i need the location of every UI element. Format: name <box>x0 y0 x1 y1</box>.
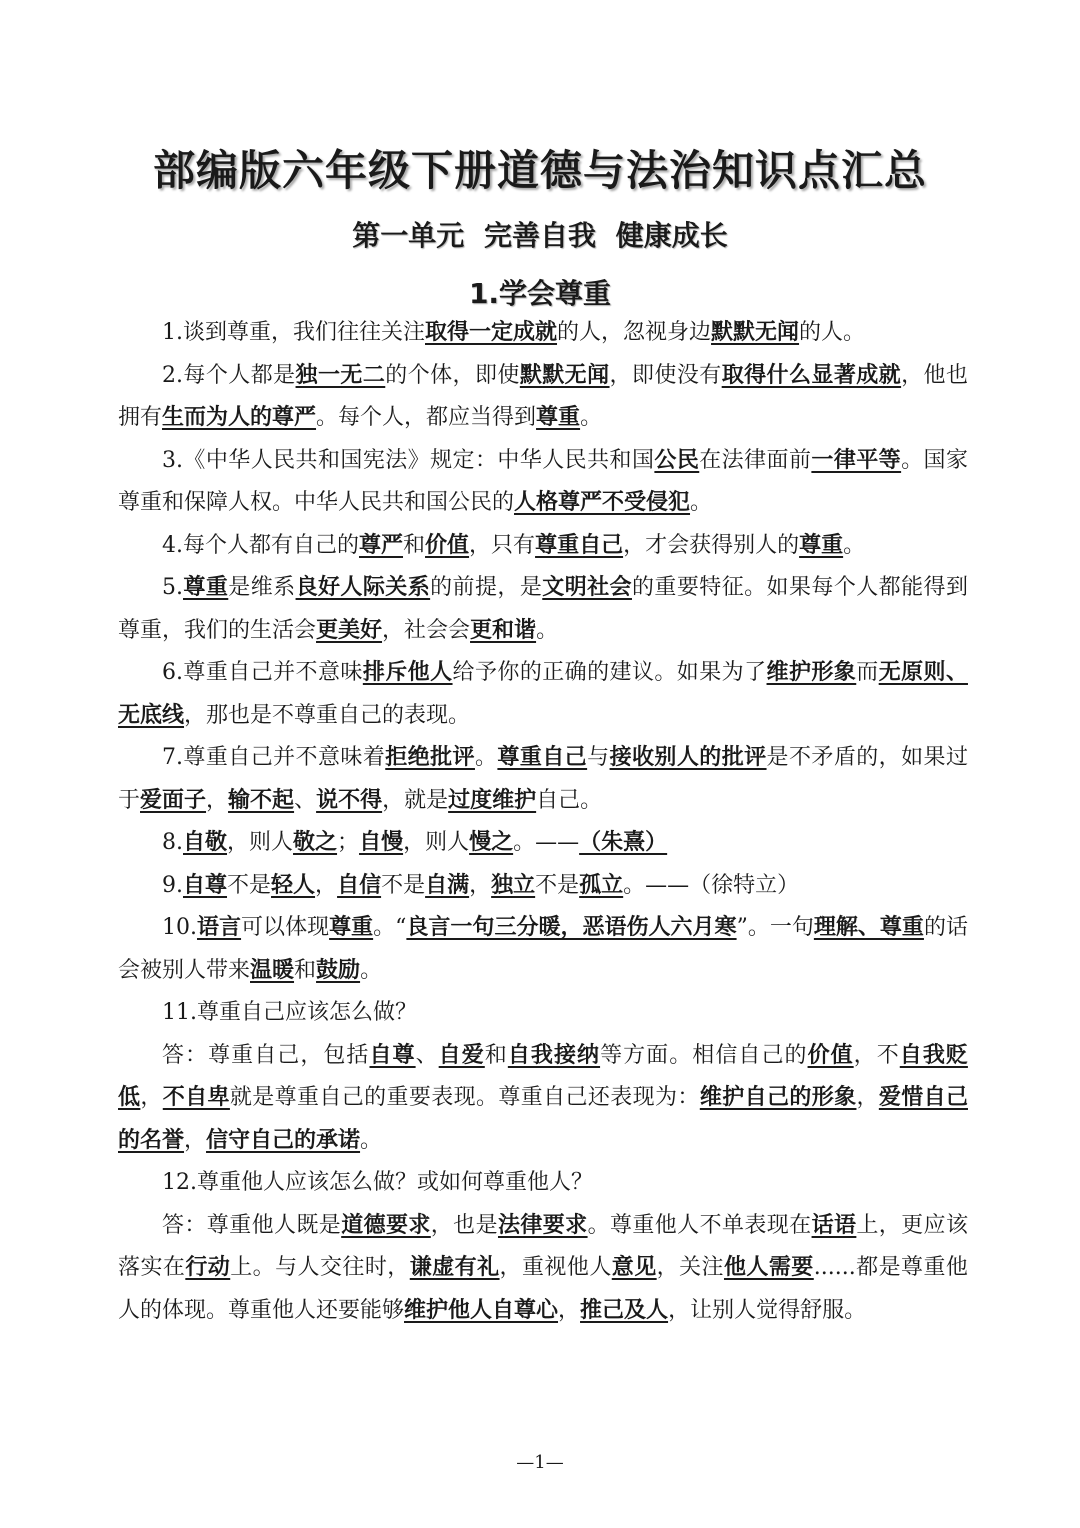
paragraph-text: 6.尊重自己并不意味 <box>162 660 363 685</box>
paragraph-text: ， <box>206 787 229 813</box>
key-term: 良好人际关系 <box>295 575 431 600</box>
paragraph-text: ， <box>140 1085 163 1110</box>
paragraph-text: 和 <box>294 957 317 983</box>
knowledge-point-paragraph <box>118 1035 968 1163</box>
key-term: 尊重 <box>536 405 581 430</box>
key-term: 自我接纳 <box>507 1042 601 1068</box>
paragraph-text: 。 <box>360 1127 383 1153</box>
paragraph-text: 答：尊重他人既是 <box>162 1212 342 1238</box>
paragraph-text: 、 <box>294 787 317 813</box>
key-term: 自慢 <box>359 830 404 855</box>
key-term: 文明社会 <box>542 575 632 600</box>
paragraph-text: ，就是 <box>382 787 449 813</box>
knowledge-point-paragraph <box>118 567 968 652</box>
key-term: 尊重自己 <box>535 532 624 558</box>
knowledge-points <box>118 312 968 1332</box>
key-term: 谦虚有礼 <box>409 1255 500 1280</box>
key-term: 默默无闻 <box>519 362 610 388</box>
paragraph-text: ，只有 <box>469 532 536 558</box>
key-term: 道德要求 <box>341 1212 431 1238</box>
key-term: 信守自己的承诺 <box>206 1127 361 1153</box>
key-term: 推己及人 <box>580 1297 669 1323</box>
key-term: 自爱 <box>438 1042 485 1068</box>
paragraph-text: 不是 <box>535 872 580 898</box>
key-term: 默默无闻 <box>711 320 800 345</box>
paragraph-text: 。每个人，都应当得到 <box>316 405 537 430</box>
knowledge-point-paragraph <box>118 355 968 440</box>
paragraph-text: 自己。 <box>536 787 603 813</box>
knowledge-point-paragraph <box>118 652 968 737</box>
key-term: 更美好 <box>316 617 383 643</box>
key-term: 公民 <box>654 447 700 473</box>
paragraph-text: 的重要特征。如果每个人都能得到尊重，我们的生活会 <box>118 575 968 643</box>
paragraph-text: 和 <box>403 532 426 558</box>
key-term: 自敬 <box>183 830 228 855</box>
key-term: 独立 <box>491 872 536 898</box>
key-term: 行动 <box>185 1255 231 1280</box>
paragraph-text: 和 <box>484 1042 508 1068</box>
key-term: 自满 <box>425 872 470 898</box>
key-term: 温暖 <box>250 957 295 983</box>
paragraph-text: ， <box>315 872 338 898</box>
knowledge-point-paragraph <box>118 865 968 908</box>
paragraph-text: ， <box>184 1127 207 1153</box>
paragraph-text: 。 <box>360 957 383 983</box>
key-term: 良言一句三分暖，恶语伤人六月寒 <box>406 915 737 940</box>
key-term: 敬之 <box>293 830 338 855</box>
paragraph-text: 。 <box>690 490 713 515</box>
paragraph-text: 在法律面前 <box>699 447 812 473</box>
paragraph-text: 3.《中华人民共和国宪法》规定：中华人民共和国 <box>162 447 655 473</box>
key-term: 法律要求 <box>497 1212 588 1238</box>
paragraph-text: 10. <box>162 915 197 940</box>
key-term: 维护自己的形象 <box>699 1085 857 1110</box>
key-term: 价值 <box>807 1042 854 1068</box>
key-term: 取得一定成就 <box>425 320 558 345</box>
paragraph-text: 不是 <box>381 872 426 898</box>
knowledge-point-paragraph <box>118 737 968 822</box>
key-term: 排斥他人 <box>362 660 453 685</box>
key-term: 鼓励 <box>316 957 361 983</box>
knowledge-point-paragraph <box>118 907 968 992</box>
key-term: 价值 <box>425 532 470 558</box>
paragraph-text: 与 <box>587 745 610 770</box>
key-term: 孤立 <box>579 872 624 898</box>
paragraph-text: ， <box>856 1085 879 1110</box>
paragraph-text: 8. <box>162 830 183 855</box>
paragraph-text: ； <box>337 830 360 855</box>
key-term: 过度维护 <box>448 787 537 813</box>
unit-title: 第一单元 完善自我 健康成长 <box>352 219 728 252</box>
paragraph-text: ，让别人觉得舒服。 <box>668 1297 867 1323</box>
key-term: 尊严 <box>359 532 404 558</box>
knowledge-point-paragraph <box>118 525 968 568</box>
key-term: （朱熹） <box>579 830 668 855</box>
paragraph-text: 上。与人交往时， <box>230 1255 410 1280</box>
key-term: 维护形象 <box>766 660 857 685</box>
paragraph-text: ，社会会 <box>382 617 471 643</box>
paragraph-text: 1.谈到尊重，我们往往关注 <box>162 320 425 345</box>
paragraph-text: ，他也拥有 <box>118 362 968 430</box>
key-term: 无原则、无底线 <box>118 660 968 728</box>
paragraph-text: ，才会获得别人的 <box>623 532 800 558</box>
paragraph-text: ， <box>558 1297 581 1323</box>
paragraph-text: ，关注 <box>656 1255 724 1280</box>
key-term: 独一无二 <box>295 362 386 388</box>
paragraph-text: 2.每个人都是 <box>162 362 296 388</box>
paragraph-text: 。尊重他人不单表现在 <box>587 1212 812 1238</box>
paragraph-text: 4.每个人都有自己的 <box>162 532 359 558</box>
paragraph-text: 5. <box>162 575 183 600</box>
paragraph-text: 。“ <box>373 915 407 940</box>
paragraph-text: 。国家尊重和保障人权。中华人民共和国公民的 <box>118 447 968 515</box>
key-term: 他人需要 <box>723 1255 814 1280</box>
key-term: 尊重 <box>799 532 844 558</box>
paragraph-text: ，则人 <box>227 830 294 855</box>
paragraph-text: 。 <box>843 532 866 558</box>
paragraph-text: 。——（徐特立） <box>623 872 800 898</box>
key-term: 自尊 <box>369 1042 416 1068</box>
knowledge-point-paragraph <box>118 992 968 1035</box>
paragraph-text: 可以体现 <box>241 915 330 940</box>
paragraph-text: 。—— <box>513 830 580 855</box>
paragraph-text: ......都是尊重他人的体现。尊重他人还要能够 <box>118 1255 968 1323</box>
key-term: 取得什么显著成就 <box>721 362 902 388</box>
key-term: 自信 <box>337 872 382 898</box>
paragraph-text: ， <box>469 872 492 898</box>
paragraph-text: 的话会被别人带来 <box>118 915 968 983</box>
key-term: 输不起 <box>228 787 295 813</box>
key-term: 拒绝批评 <box>385 745 475 770</box>
paragraph-text: 给予你的正确的建议。如果为了 <box>452 660 767 685</box>
paragraph-text: 的人，忽视身边 <box>557 320 712 345</box>
key-term: 人格尊严不受侵犯 <box>514 490 691 515</box>
key-term: 话语 <box>811 1212 857 1238</box>
paragraph-text: 上，更应该落实在 <box>118 1212 968 1280</box>
key-term: 说不得 <box>316 787 383 813</box>
paragraph-text: ，也是 <box>430 1212 498 1238</box>
paragraph-text: 7.尊重自己并不意味着 <box>162 745 386 770</box>
paragraph-text: 等方面。相信自己的 <box>600 1042 808 1068</box>
key-term: 一律平等 <box>811 447 902 473</box>
key-term: 尊重自己 <box>497 745 588 770</box>
knowledge-point-paragraph <box>118 312 968 355</box>
paragraph-text: ，即使没有 <box>609 362 722 388</box>
paragraph-text: 的个体，即使 <box>385 362 520 388</box>
key-term: 自我贬低 <box>118 1042 968 1110</box>
key-term: 慢之 <box>469 830 514 855</box>
knowledge-point-paragraph <box>118 1205 968 1333</box>
key-term: 尊重 <box>329 915 374 940</box>
paragraph-text: 的人。 <box>799 320 866 345</box>
key-term: 维护他人自尊心 <box>404 1297 559 1323</box>
key-term: 爱惜自己的名誉 <box>118 1085 968 1153</box>
knowledge-point-paragraph <box>118 1162 968 1205</box>
paragraph-text: 是维系 <box>228 575 296 600</box>
document-title: 部编版六年级下册道德与法治知识点汇总 <box>152 146 927 195</box>
paragraph-text: ，则人 <box>403 830 470 855</box>
paragraph-text: ，那也是不尊重自己的表现。 <box>184 702 471 728</box>
key-term: 意见 <box>611 1255 657 1280</box>
key-term: 不自卑 <box>162 1085 230 1110</box>
paragraph-text: ，重视他人 <box>499 1255 612 1280</box>
paragraph-text: 是不矛盾的，如果过于 <box>118 745 968 813</box>
paragraph-text: 。 <box>580 405 603 430</box>
key-term: 理解、尊重 <box>813 915 924 940</box>
key-term: 爱面子 <box>140 787 207 813</box>
paragraph-text: 就是尊重自己的重要表现。尊重自己还表现为： <box>229 1085 700 1110</box>
paragraph-text: 不是 <box>227 872 272 898</box>
knowledge-point-paragraph <box>118 440 968 525</box>
paragraph-text: 12.尊重他人应该怎么做？或如何尊重他人？ <box>162 1170 593 1195</box>
paragraph-text: 而 <box>856 660 879 685</box>
paragraph-text: 9. <box>162 872 183 898</box>
key-term: 尊重 <box>183 575 229 600</box>
key-term: 生而为人的尊严 <box>162 405 317 430</box>
paragraph-text: 、 <box>415 1042 439 1068</box>
paragraph-text: 答：尊重自己，包括 <box>162 1042 370 1068</box>
paragraph-text: 11.尊重自己应该怎么做？ <box>162 1000 417 1025</box>
paragraph-text: 。 <box>474 745 498 770</box>
key-term: 语言 <box>197 915 242 940</box>
paragraph-text: ，不 <box>853 1042 900 1068</box>
key-term: 更和谐 <box>470 617 537 643</box>
paragraph-text: ”。一句 <box>736 915 814 940</box>
lesson-title: 1.学会尊重 <box>468 277 612 310</box>
paragraph-text: 的前提，是 <box>430 575 543 600</box>
key-term: 接收别人的批评 <box>609 745 767 770</box>
knowledge-point-paragraph <box>118 822 968 865</box>
page-number: —1— <box>516 1452 564 1473</box>
paragraph-text: 。 <box>536 617 559 643</box>
key-term: 轻人 <box>271 872 316 898</box>
key-term: 自尊 <box>183 872 228 898</box>
